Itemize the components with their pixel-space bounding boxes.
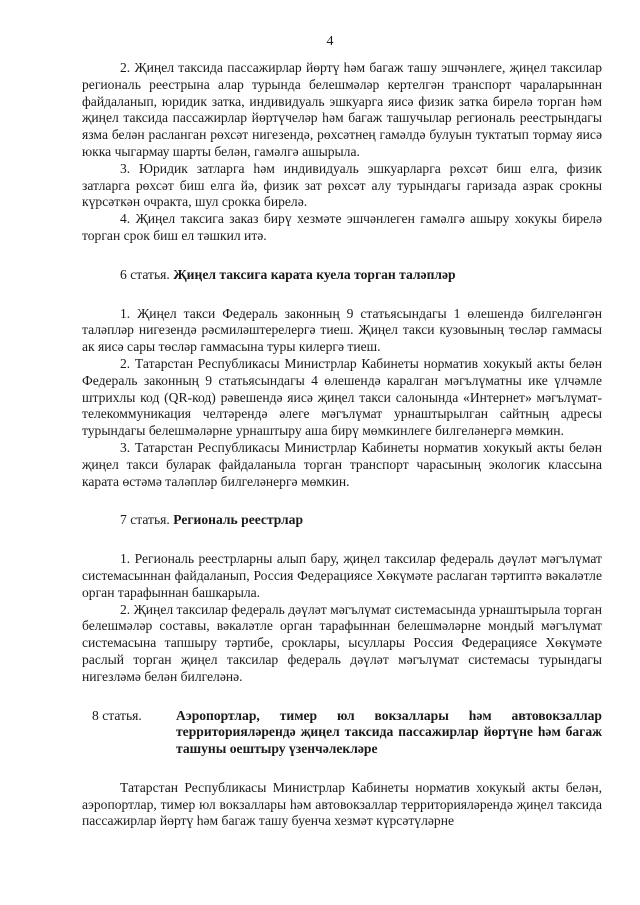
- article7-paragraph-2: 2. Җиңел таксилар федераль дәүләт мәгълүмат системасында урнаштырыла торган белешмәләр составы, вәкаләтле орган тарафыннан белешмәләрне мондый мәгълүмат системасына тапшыру тәртибе, сроклары, ысуллары Россия Федерациясе Хөкүмәте раслый торган җиңел таксилар федераль дәүләт мәгълүмат системасы турындагы нигезләмә белән билгеләнә.: [82, 601, 602, 684]
- article6-paragraph-2: 2. Татарстан Республикасы Министрлар Кабинеты норматив хокукый акты белән Федераль законның 9 статьясындагы 4 өлешендә каралган мәгълүматны ике үлчәмле штрихлы код (QR-код) рәвешендә яисә җиңел такси салонында «Интернет» мәгълүмат-телекоммуникация челтәрендә әлеге мәгълүмат урнаштырылган сайтның адресы турындагы белешмәләрне урнаштыру аша бирү мөмкинлеге билгеләнергә мөмкин.: [82, 355, 602, 439]
- article6-paragraph-1: 1. Җиңел такси Федераль законның 9 статьясындагы 1 өлешендә билгеләнгән таләпләр нигезендә рәсмиләштерелергә тиеш. Җиңел такси кузовының төсләр гаммасы ак яисә сары төсләр гаммасына туры килергә тиеш.: [82, 305, 602, 355]
- article6-title: Җиңел таксига карата куела торган таләпләр: [173, 266, 456, 282]
- article5-paragraph-2: 2. Җиңел таксида пассажирлар йөртү һәм багаж ташу эшчәнлеге, җиңел таксилар региональ реестрына алар турында белешмәләр кертелгән транспорт чараларыннан файдаланып, юридик затка, индивидуаль эшкуарга яисә физик затка бирелә торган һәм җиңел таксида пассажирлар йөртүчеләр һәм багаж ташучылар региональ реестрындагы язма белән расланган рөхсәт нигезендә, рөхсәтнең гамәлдә булуын туктатып тормау яисә юкка чыгармау шарты белән, гамәлгә ашырыла.: [82, 60, 602, 159]
- article7-paragraph-1: 1. Региональ реестрларны алып бару, җиңел таксилар федераль дәүләт мәгълүмат системасыннан файдаланып, Россия Федерациясе Хөкүмәте раслаган тәртиптә вәкаләтле орган тарафыннан башкарыла.: [82, 551, 602, 600]
- article7-heading: [82, 512, 602, 529]
- article8-paragraph-1: Татарстан Республикасы Министрлар Кабинеты норматив хокукый акты белән, аэропортлар, тимер юл вокзаллары һәм автовокзаллар территорияләрендә җиңел таксида пассажирлар йөртү һәм багаж ташу буенча хезмәт күрсәтүләрне: [82, 779, 602, 829]
- article6-label: 6 статья.: [120, 266, 170, 282]
- article5-paragraph-3: 3. Юридик затларга һәм индивидуаль эшкуарларга рөхсәт биш елга, физик затларга рөхсәт биш елга йә, физик зат рөхсәт алу турындагы гаризада азрак срокны күрсәткән очракта, шул срокка бирелә.: [82, 160, 602, 210]
- document-body: [82, 60, 602, 830]
- article8-title: Аэропортлар, тимер юл вокзаллары һәм автовокзаллар территорияләрендә җиңел таксида пассажирлар йөртүне һәм багаж ташуны оештыру үзенчәлекләре: [176, 707, 602, 757]
- article7-title: Региональ реестрлар: [173, 512, 304, 528]
- article8-heading: [92, 708, 602, 758]
- article7-label: 7 статья.: [120, 512, 170, 528]
- article8-label: 8 статья.: [92, 707, 142, 723]
- page-number: 4: [326, 34, 334, 49]
- article5-paragraph-4: 4. Җиңел таксига заказ бирү хезмәте эшчәнлеген гамәлгә ашыру хокукы бирелә торган срок биш ел тәшкил итә.: [82, 211, 602, 243]
- article6-heading: [82, 267, 602, 284]
- article6-paragraph-3: 3. Татарстан Республикасы Министрлар Кабинеты норматив хокукый акты белән җиңел такси буларак файдаланыла торган транспорт чарасының экологик классына карата өстәмә таләпләр билгеләнергә мөмкин.: [82, 439, 602, 489]
